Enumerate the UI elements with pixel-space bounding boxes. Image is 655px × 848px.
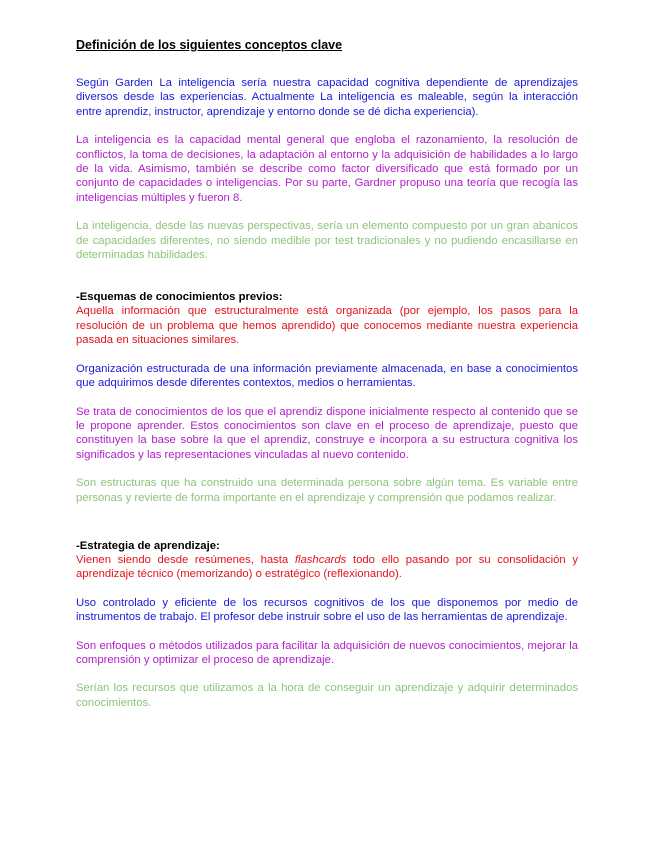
esquemas-paragraph-4: Son estructuras que ha construido una determinada persona sobre algún tema. Es variable entre personas y revierte de forma importante en el aprendizaje y comprensión que podamos realizar. bbox=[76, 477, 578, 504]
section-inteligencia bbox=[76, 76, 578, 262]
estrategia-p1-after: todo ello pasando por su consolidación y aprendizaje técnico (memorizando) o estratégico (reflexionando). bbox=[76, 553, 578, 581]
section-esquemas bbox=[76, 290, 578, 504]
estrategia-paragraph-3: Son enfoques o métodos utilizados para facilitar la adquisición de nuevos conocimientos, mejorar la comprensión y optimizar el proceso de aprendizaje. bbox=[76, 639, 578, 666]
esquemas-paragraph-1: Aquella información que estructuralmente está organizada (por ejemplo, los pasos para la resolución de un problema que hemos aprendido) que conocemos mediante nuestra experiencia pasada en situaciones similares. bbox=[76, 305, 578, 347]
inteligencia-paragraph-2: La inteligencia es la capacidad mental general que engloba el razonamiento, la resolución de conflictos, la toma de decisiones, la adaptación al entorno y la adquisición de habilidades a lo largo de la vida. Asimismo, también se describe como factor diversificado que está formado por un conjunto de capacidades o inteligencias. Por su parte, Gardner propuso una teoría que recogía las inteligencias múltiples y fueron 8. bbox=[76, 134, 578, 204]
estrategia-paragraph-1 bbox=[76, 553, 578, 582]
section-estrategia bbox=[76, 539, 578, 710]
esquemas-paragraph-3: Se trata de conocimientos de los que el aprendiz dispone inicialmente respecto al contenido que se le propone aprender. Estos conocimientos son clave en el proceso de aprendizaje, puesto que constituyen la base sobre la que el aprendiz, construye e incorpora a su estructura cognitiva los significados y las representaciones vinculadas al nuevo contenido. bbox=[76, 405, 578, 461]
esquemas-heading: -Esquemas de conocimientos previos: bbox=[76, 291, 283, 304]
inteligencia-paragraph-3: La inteligencia, desde las nuevas perspectivas, sería un elemento compuesto por un gran abanicos de capacidades diferentes, no siendo medible por test tradicionales y no pudiendo encasillarse en determinadas habilidades. bbox=[76, 220, 578, 262]
document-title: Definición de los siguientes conceptos clave bbox=[76, 38, 343, 52]
estrategia-heading: -Estrategia de aprendizaje: bbox=[76, 539, 220, 552]
estrategia-paragraph-4: Serían los recursos que utilizamos a la hora de conseguir un aprendizaje y adquirir determinados conocimientos. bbox=[76, 682, 578, 709]
estrategia-paragraph-2: Uso controlado y eficiente de los recursos cognitivos de los que disponemos por medio de instrumentos de trabajo. El profesor debe instruir sobre el uso de las herramientas de aprendizaje. bbox=[76, 596, 578, 624]
estrategia-p1-before: Vienen siendo desde resúmenes, hasta bbox=[76, 553, 295, 566]
estrategia-p1-italic: flashcards bbox=[294, 553, 347, 566]
esquemas-paragraph-2: Organización estructurada de una información previamente almacenada, en base a conocimientos que adquirimos desde diferentes contextos, medios o herramientas. bbox=[76, 362, 578, 390]
document-page bbox=[76, 38, 578, 724]
inteligencia-paragraph-1: Según Garden La inteligencia sería nuestra capacidad cognitiva dependiente de aprendizajes diversos desde las experiencias. Actualmente La inteligencia es maleable, según la interacción entre aprendiz, instructor, aprendizaje y entorno donde se dé dicha experiencia). bbox=[76, 77, 578, 118]
